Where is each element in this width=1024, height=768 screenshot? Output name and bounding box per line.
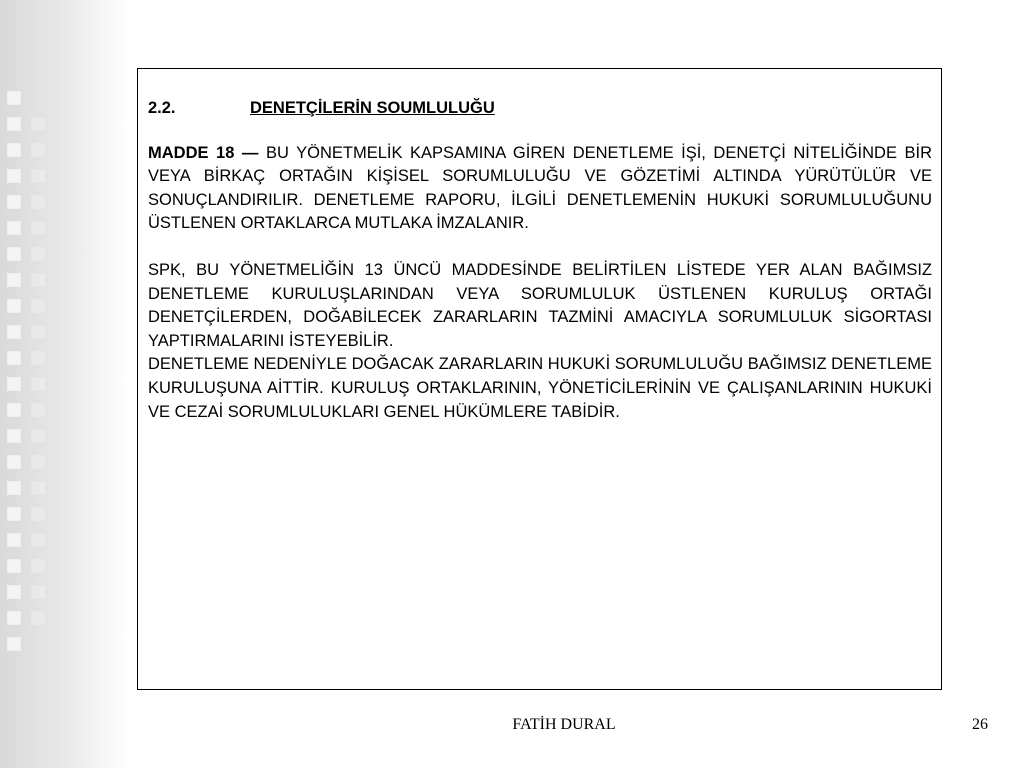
section-title: DENETÇİLERİN SOUMLULUĞU [250, 99, 495, 117]
content-box [137, 68, 942, 690]
footer-author: FATİH DURAL [512, 716, 616, 733]
page-number: 26 [972, 716, 988, 733]
decorative-left-strip [0, 0, 130, 768]
section-heading [148, 97, 932, 121]
section-number: 2.2. [148, 99, 176, 117]
article-lead: MADDE 18 — [148, 143, 259, 162]
paragraph-liability: DENETLEME NEDENİYLE DOĞACAK ZARARLARIN HUKUKİ SORUMLULUĞU BAĞIMSIZ DENETLEME KURULUŞUNA AİTTİR. KURULUŞ ORTAKLARININ, YÖNETİCİLERİNİN VE ÇALIŞANLARININ HUKUKİ VE CEZAİ SORUMLULUKLARI GENEL HÜKÜMLERE TABİDİR. [148, 355, 932, 421]
article-text: BU YÖNETMELİK KAPSAMINA GİREN DENETLEME İŞİ, DENETÇİ NİTELİĞİNDE BİR VEYA BİRKAÇ ORTAĞIN KİŞİSEL SORUMLULUĞU VE GÖZETİMİ ALTINDA YÜRÜTÜLÜR VE SONUÇLANDIRILIR. DENETLEME RAPORU, İLGİLİ DENETLEMENİN HUKUKİ SORUMLULUĞUNU ÜSTLENEN ORTAKLARCA MUTLAKA İMZALANIR. [148, 143, 932, 233]
decorative-squares [8, 92, 26, 664]
paragraph-spk: SPK, BU YÖNETMELİĞİN 13 ÜNCÜ MADDESİNDE BELİRTİLEN LİSTEDE YER ALAN BAĞIMSIZ DENETLEME KURULUŞLARINDAN VEYA SORUMLULUK ÜSTLENEN KURULUŞ ORTAĞI DENETÇİLERDEN, DOĞABİLECEK ZARARLARIN TAZMİNİ AMACIYLA SORUMLULUK SİGORTASI YAPTIRMALARINI İSTEYEBİLİR. [148, 260, 932, 350]
decorative-squares-faint [32, 118, 50, 638]
paragraph-madde-18 [148, 142, 932, 236]
